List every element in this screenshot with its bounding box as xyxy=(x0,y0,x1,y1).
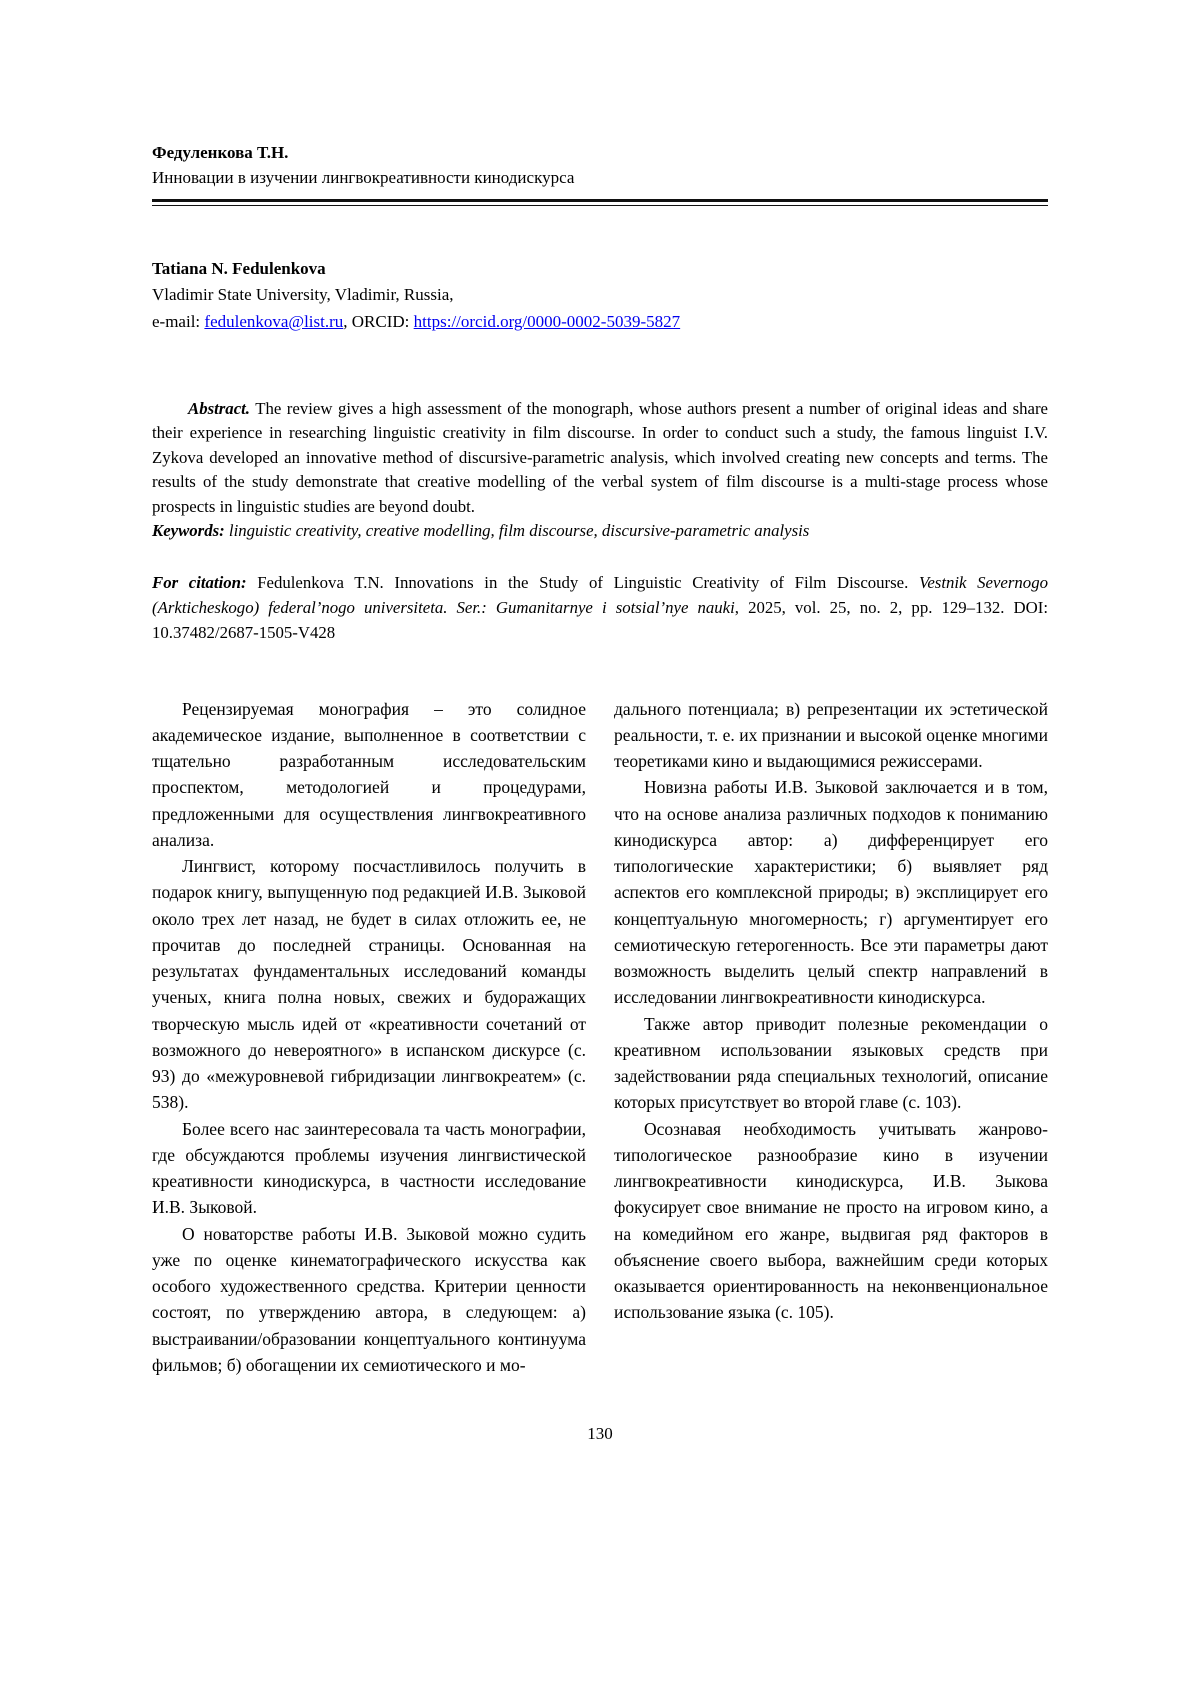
author-name: Tatiana N. Fedulenkova xyxy=(152,258,326,278)
header-divider xyxy=(152,199,1048,206)
abstract-label: Abstract. xyxy=(188,398,251,418)
citation-journal-title: Vestnik Severnogo (Arkticheskogo) federal’nogo universiteta. Ser.: Gumanitarnye i sotsial’nye nauki xyxy=(152,573,1048,618)
citation-text-before: Fedulenkova T.N. Innovations in the Study of Linguistic Creativity of Film Discourse. xyxy=(246,573,919,592)
right-column xyxy=(614,696,1048,1379)
keywords-text: linguistic creativity, creative modelling, film discourse, discursive-parametric analysis xyxy=(224,521,810,541)
keywords-line xyxy=(152,519,1048,544)
body-paragraph: Более всего нас заинтересовала та часть монографии, где обсуждаются проблемы изучения лингвистической креативности кинодискурса, в частности исследование И.В. Зыковой. xyxy=(152,1118,586,1218)
email-link[interactable]: fedulenkova@list.ru xyxy=(204,311,344,331)
body-paragraph: О новаторстве работы И.В. Зыковой можно судить уже по оценке кинематографического искусства как особого художественного средства. Критерии ценности состоят, по утверждению автора, в следующем: а) выстраивании/образовании концептуального континуума фильмов; б) обогащении их семиотического и мо- xyxy=(152,1223,586,1375)
abstract-section xyxy=(152,397,1048,544)
email-label: e-mail: xyxy=(152,311,205,331)
abstract-paragraph xyxy=(152,397,1048,520)
orcid-label: , ORCID: xyxy=(343,311,414,331)
citation-label: For citation: xyxy=(152,573,247,592)
keywords-label: Keywords: xyxy=(152,521,225,541)
body-paragraph: Новизна работы И.В. Зыковой заключается и в том, что на основе анализа различных подходов к пониманию кинодискурса автор: а) дифференцирует его типологические характеристики; б) выявляет ряд аспектов его комплексной природы; в) эксплицирует его концептуальную многомерность; г) аргументирует его семиотическую гетерогенность. Все эти параметры дают возможность выделить целый спектр направлений в исследовании лингвокреативности кинодискурса. xyxy=(614,777,1048,1008)
body-paragraph: Лингвист, которому посчастливилось получить в подарок книгу, выпущенную под редакцией И.В. Зыковой около трех лет назад, не будет в силах отложить ее, не прочитав до последней страницы. Основанная на результатах фундаментальных исследований команды ученых, книга полна новых, свежих и будоражащих творческую мысль идей от «креативности сочетаний от возможного до невероятного» в испанском дискурсе (с. 93) до «межуровневой гибридизации лингвокреатем» (с. 538). xyxy=(152,856,586,1113)
abstract-text: The review gives a high assessment of the monograph, whose authors present a number of original ideas and share their experience in researching linguistic creativity in film discourse. In order to conduct such a study, the famous linguist I.V. Zykova developed an innovative method of discursive-parametric analysis, which involved creating new concepts and terms. The results of the study demonstrate that creative modelling of the verbal system of film discourse is a multi-stage process whose prospects in linguistic studies are beyond doubt. xyxy=(152,398,1048,516)
author-contacts xyxy=(152,309,1048,335)
page-footer xyxy=(152,1424,1048,1444)
running-header xyxy=(152,142,1048,206)
body-paragraph: Также автор приводит полезные рекомендации о креативном использовании языковых средств при задействовании ряда специальных технологий, описание которых присутствует во второй главе (с. 103). xyxy=(614,1013,1048,1113)
author-block xyxy=(152,256,1048,335)
citation-block xyxy=(152,570,1048,646)
left-column xyxy=(152,696,586,1379)
running-header-title: Инновации в изучении лингвокреативности кинодискурса xyxy=(152,167,575,187)
article-body xyxy=(152,696,1048,1379)
citation-paragraph xyxy=(152,570,1048,646)
page-number: 130 xyxy=(587,1424,613,1444)
citation-text-after: , 2025, vol. 25, no. 2, pp. 129–132. DOI: 10.37482/2687-1505-V428 xyxy=(152,598,1049,643)
body-paragraph: Рецензируемая монография – это солидное академическое издание, выполненное в соответствии с тщательно разработанным исследовательским проспектом, методологией и процедурами, предложенными для осуществления лингвокреативного анализа. xyxy=(152,698,586,850)
orcid-link[interactable]: https://orcid.org/0000-0002-5039-5827 xyxy=(413,311,681,331)
running-header-author: Федуленкова Т.Н. xyxy=(152,143,289,162)
body-paragraph: Осознавая необходимость учитывать жанрово-типологическое разнообразие кино в изучении лингвокреативности кинодискурса, И.В. Зыкова фокусирует свое внимание не просто на игровом кино, а на комедийном его жанре, выдвигая ряд факторов в объяснение своего выбора, важнейшим среди которых оказывается ориентированность на неконвенциональное использование языка (с. 105). xyxy=(614,1118,1048,1323)
body-paragraph-continuation: дального потенциала; в) репрезентации их эстетической реальности, т. е. их признании и высокой оценке многими теоретиками кино и выдающимися режиссерами. xyxy=(614,698,1048,772)
author-affiliation: Vladimir State University, Vladimir, Russia, xyxy=(152,285,454,305)
